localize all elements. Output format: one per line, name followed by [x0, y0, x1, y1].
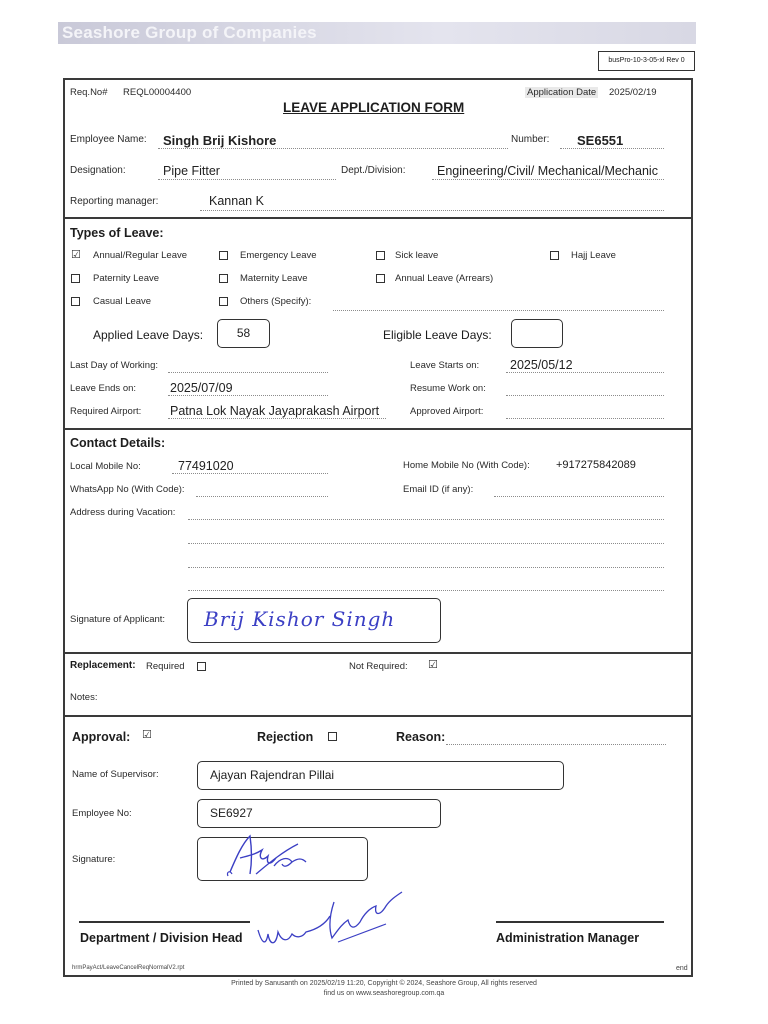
last-day-label: Last Day of Working: — [70, 360, 159, 371]
printed-by-line: Printed by Sanusanth on 2025/02/19 11:20, Copyright © 2024, Seashore Group, All rights reserved — [231, 980, 537, 987]
admin-manager-label: Administration Manager — [496, 931, 640, 945]
leave-ends-value: 2025/07/09 — [170, 381, 233, 395]
end-marker: end — [676, 965, 688, 972]
dept-line — [432, 179, 664, 180]
rejection-checkbox[interactable] — [328, 732, 337, 741]
report-file-ref: hrmPayAct/LeaveCancelReqNormalV2.rpt — [72, 965, 185, 971]
reporting-manager-line — [200, 210, 664, 211]
dept-value: Engineering/Civil/ Mechanical/Mechanic — [437, 164, 658, 178]
eligible-days-label: Eligible Leave Days: — [383, 328, 492, 342]
leave-types-section — [63, 217, 693, 428]
others-specify-line — [333, 310, 664, 311]
applied-days-box — [217, 319, 270, 348]
reason-line — [446, 744, 666, 745]
approval-label: Approval: — [72, 730, 131, 744]
address-line-1 — [188, 519, 664, 520]
leave-starts-value: 2025/05/12 — [510, 358, 573, 372]
replacement-required-checkbox[interactable] — [197, 662, 206, 671]
supervisor-name-box — [197, 761, 564, 790]
home-mobile-label: Home Mobile No (With Code): — [403, 460, 530, 471]
employee-number-value: SE6551 — [577, 133, 624, 148]
approved-airport-label: Approved Airport: — [410, 406, 484, 417]
whatsapp-line — [196, 496, 328, 497]
reporting-manager-label: Reporting manager: — [70, 196, 159, 207]
reporting-manager-value: Kannan K — [209, 194, 264, 208]
company-banner — [58, 22, 696, 44]
applicant-signature-label: Signature of Applicant: — [70, 614, 166, 625]
designation-line — [158, 179, 336, 180]
annual-leave-checkbox[interactable]: ☑ — [71, 249, 81, 261]
whatsapp-label: WhatsApp No (With Code): — [70, 484, 185, 495]
applied-days-value: 58 — [236, 326, 251, 340]
local-mobile-label: Local Mobile No: — [70, 461, 141, 472]
rejection-label: Rejection — [257, 730, 314, 744]
supervisor-employee-no-box — [197, 799, 441, 828]
leave-starts-line — [506, 372, 664, 373]
designation-label: Designation: — [70, 165, 126, 176]
required-airport-label: Required Airport: — [70, 406, 142, 417]
others-leave-label: Others (Specify): — [240, 296, 312, 307]
company-name: Seashore Group of Companies — [62, 23, 317, 42]
address-label: Address during Vacation: — [70, 507, 176, 518]
hajj-leave-checkbox[interactable] — [550, 251, 559, 260]
home-mobile-value: +917275842089 — [556, 459, 636, 471]
sick-leave-label: Sick leave — [395, 250, 439, 261]
paternity-leave-checkbox[interactable] — [71, 274, 80, 283]
address-line-2 — [188, 543, 664, 544]
employee-number-label: Number: — [511, 134, 550, 145]
approval-checkbox[interactable]: ☑ — [142, 729, 152, 741]
eligible-days-box — [511, 319, 563, 348]
reason-label: Reason: — [396, 730, 446, 744]
others-leave-checkbox[interactable] — [219, 297, 228, 306]
emergency-leave-checkbox[interactable] — [219, 251, 228, 260]
supervisor-signature — [222, 828, 322, 884]
email-label: Email ID (if any): — [403, 484, 474, 495]
dept-head-signature — [254, 886, 414, 956]
emergency-leave-label: Emergency Leave — [240, 250, 317, 261]
req-no-label: Req.No# — [70, 87, 108, 98]
admin-manager-rule — [496, 921, 664, 923]
supervisor-name-label: Name of Supervisor: — [72, 769, 159, 780]
maternity-leave-checkbox[interactable] — [219, 274, 228, 283]
req-no-value: REQL00004400 — [123, 87, 192, 98]
sick-leave-checkbox[interactable] — [376, 251, 385, 260]
address-line-4 — [188, 590, 664, 591]
email-line — [494, 496, 664, 497]
dept-label: Dept./Division: — [341, 165, 406, 176]
casual-leave-checkbox[interactable] — [71, 297, 80, 306]
supervisor-signature-label: Signature: — [72, 854, 116, 865]
supervisor-name-value: Ajayan Rajendran Pillai — [210, 768, 335, 782]
dept-head-label: Department / Division Head — [80, 931, 243, 945]
application-date-value: 2025/02/19 — [609, 87, 657, 98]
applicant-signature: Brij Kishor Singh — [204, 607, 396, 631]
required-airport-value: Patna Lok Nayak Jayaprakash Airport — [170, 404, 380, 418]
employee-name-label: Employee Name: — [70, 134, 147, 145]
supervisor-employee-no-label: Employee No: — [72, 808, 132, 819]
resume-work-label: Resume Work on: — [410, 383, 486, 394]
applicant-signature-box — [187, 598, 441, 643]
replacement-required-label: Required — [146, 661, 185, 672]
supervisor-employee-no-value: SE6927 — [210, 806, 253, 820]
leave-starts-label: Leave Starts on: — [410, 360, 480, 371]
employee-number-line — [560, 148, 664, 149]
leave-ends-label: Leave Ends on: — [70, 383, 137, 394]
local-mobile-line — [172, 473, 328, 474]
leave-ends-line — [168, 395, 328, 396]
employee-name-value: Singh Brij Kishore — [163, 133, 277, 148]
designation-value: Pipe Fitter — [163, 164, 220, 178]
not-required-checkbox[interactable]: ☑ — [428, 659, 438, 671]
document-reference: busPro-10-3-05-xl Rev 0 — [598, 51, 695, 71]
contact-heading: Contact Details: — [70, 436, 166, 450]
notes-label: Notes: — [70, 692, 98, 703]
not-required-label: Not Required: — [349, 661, 408, 672]
resume-work-line — [506, 395, 664, 396]
website-line: find us on www.seashoregroup.com.qa — [323, 990, 445, 997]
leave-types-heading: Types of Leave: — [70, 226, 164, 240]
replacement-label: Replacement: — [70, 660, 136, 671]
hajj-leave-label: Hajj Leave — [571, 250, 616, 261]
application-date-label: Application Date — [527, 87, 597, 98]
casual-leave-label: Casual Leave — [93, 296, 152, 307]
form-title: LEAVE APPLICATION FORM — [283, 100, 465, 115]
employee-name-line — [158, 148, 508, 149]
paternity-leave-label: Paternity Leave — [93, 273, 160, 284]
applied-days-label: Applied Leave Days: — [93, 328, 204, 342]
annual-leave-label: Annual/Regular Leave — [93, 250, 188, 261]
local-mobile-value: 77491020 — [178, 459, 234, 473]
dept-head-rule — [79, 921, 250, 923]
last-day-line — [168, 372, 328, 373]
required-airport-line — [168, 418, 386, 419]
arrears-leave-label: Annual Leave (Arrears) — [395, 273, 494, 284]
approved-airport-line — [506, 418, 664, 419]
arrears-leave-checkbox[interactable] — [376, 274, 385, 283]
address-line-3 — [188, 567, 664, 568]
maternity-leave-label: Maternity Leave — [240, 273, 308, 284]
